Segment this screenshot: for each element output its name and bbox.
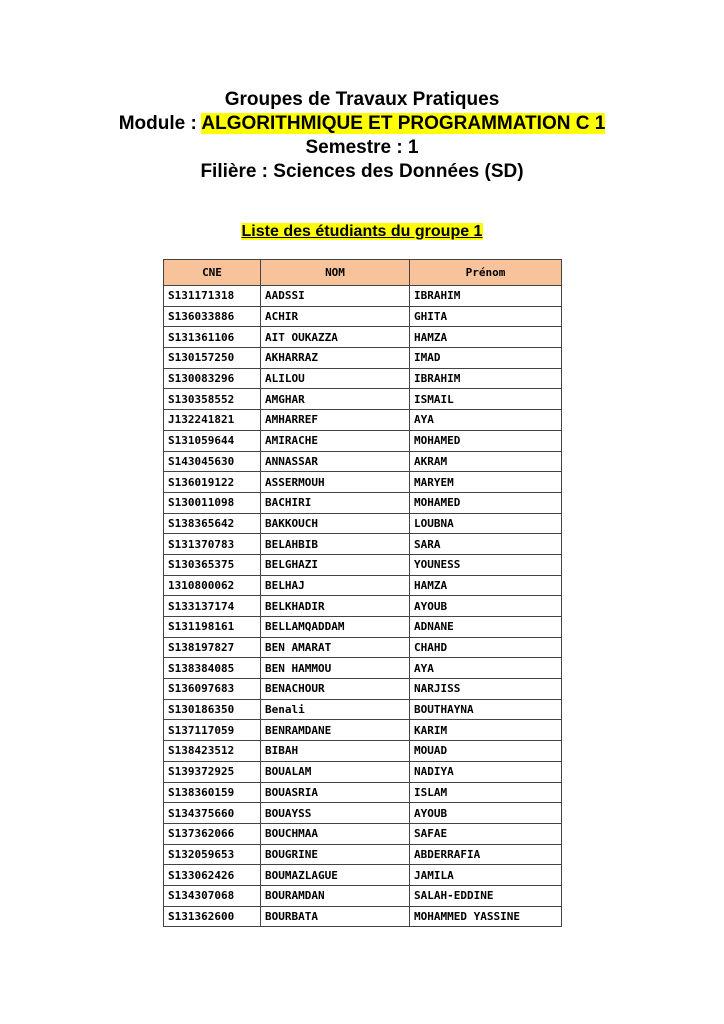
table-row (164, 368, 562, 389)
nom-cell: BEN HAMMOU (261, 658, 410, 679)
table-row (164, 761, 562, 782)
cne-cell: S130011098 (164, 492, 261, 513)
nom-cell: BELAHBIB (261, 534, 410, 555)
nom-cell: BOURBATA (261, 906, 410, 927)
table-header-row (164, 260, 562, 286)
cne-cell: S138384085 (164, 658, 261, 679)
prenom-cell: YOUNESS (410, 554, 562, 575)
prenom-cell: ADNANE (410, 617, 562, 638)
cne-cell: S131362600 (164, 906, 261, 927)
cne-cell: S130157250 (164, 348, 261, 369)
cne-cell: S138423512 (164, 741, 261, 762)
table-row (164, 451, 562, 472)
prenom-cell: HAMZA (410, 327, 562, 348)
table-row (164, 306, 562, 327)
prenom-cell: MOHAMMED YASSINE (410, 906, 562, 927)
table-row (164, 472, 562, 493)
nom-cell: BAKKOUCH (261, 513, 410, 534)
prenom-cell: IBRAHIM (410, 286, 562, 307)
cne-cell: S131361106 (164, 327, 261, 348)
cne-cell: S134375660 (164, 803, 261, 824)
table-row (164, 679, 562, 700)
cne-cell: S131059644 (164, 430, 261, 451)
table-row (164, 782, 562, 803)
module-line (0, 112, 724, 136)
nom-cell: BOURAMDAN (261, 885, 410, 906)
cne-cell: S132059653 (164, 844, 261, 865)
table-row (164, 885, 562, 906)
nom-cell: BOUCHMAA (261, 823, 410, 844)
prenom-cell: AKRAM (410, 451, 562, 472)
module-label: Module : (118, 113, 202, 134)
nom-cell: BOUGRINE (261, 844, 410, 865)
cne-cell: S130358552 (164, 389, 261, 410)
document-title: Groupes de Travaux Pratiques (224, 89, 500, 110)
nom-cell: BENRAMDANE (261, 720, 410, 741)
cne-cell: S131198161 (164, 617, 261, 638)
table-row (164, 865, 562, 886)
table-row (164, 720, 562, 741)
cne-cell: S143045630 (164, 451, 261, 472)
table-row (164, 803, 562, 824)
column-header-nom: NOM (261, 260, 410, 286)
table-row (164, 617, 562, 638)
table-row (164, 658, 562, 679)
cne-cell: S138365642 (164, 513, 261, 534)
cne-cell: S136019122 (164, 472, 261, 493)
table-row (164, 906, 562, 927)
semester-line: Semestre : 1 (305, 137, 419, 158)
column-header-prenom: Prénom (410, 260, 562, 286)
nom-cell: ACHIR (261, 306, 410, 327)
nom-cell: AIT OUKAZZA (261, 327, 410, 348)
cne-cell: S136097683 (164, 679, 261, 700)
prenom-cell: AYA (410, 658, 562, 679)
cne-cell: S138360159 (164, 782, 261, 803)
nom-cell: ALILOU (261, 368, 410, 389)
group-heading-text: Liste des étudiants du groupe 1 (241, 223, 483, 240)
nom-cell: BOUASRIA (261, 782, 410, 803)
cne-cell: S137362066 (164, 823, 261, 844)
table-row (164, 699, 562, 720)
nom-cell: BELGHAZI (261, 554, 410, 575)
table-row (164, 286, 562, 307)
prenom-cell: SAFAE (410, 823, 562, 844)
prenom-cell: NADIYA (410, 761, 562, 782)
table-row (164, 844, 562, 865)
table-row (164, 430, 562, 451)
prenom-cell: JAMILA (410, 865, 562, 886)
prenom-cell: SALAH-EDDINE (410, 885, 562, 906)
students-table-body (164, 286, 562, 927)
table-row (164, 637, 562, 658)
module-name: ALGORITHMIQUE ET PROGRAMMATION C 1 (201, 113, 606, 134)
prenom-cell: BOUTHAYNA (410, 699, 562, 720)
table-row (164, 513, 562, 534)
cne-cell: 1310800062 (164, 575, 261, 596)
document-header (0, 88, 724, 184)
nom-cell: BELHAJ (261, 575, 410, 596)
nom-cell: BELKHADIR (261, 596, 410, 617)
prenom-cell: AYOUB (410, 803, 562, 824)
cne-cell: S138197827 (164, 637, 261, 658)
prenom-cell: AYA (410, 410, 562, 431)
cne-cell: S136033886 (164, 306, 261, 327)
nom-cell: BENACHOUR (261, 679, 410, 700)
nom-cell: BOUMAZLAGUE (261, 865, 410, 886)
prenom-cell: LOUBNA (410, 513, 562, 534)
table-row (164, 554, 562, 575)
prenom-cell: IBRAHIM (410, 368, 562, 389)
prenom-cell: NARJISS (410, 679, 562, 700)
cne-cell: S133137174 (164, 596, 261, 617)
table-row (164, 741, 562, 762)
table-row (164, 389, 562, 410)
prenom-cell: HAMZA (410, 575, 562, 596)
cne-cell: S139372925 (164, 761, 261, 782)
nom-cell: BOUAYSS (261, 803, 410, 824)
table-row (164, 492, 562, 513)
prenom-cell: ABDERRAFIA (410, 844, 562, 865)
field-line: Filière : Sciences des Données (SD) (200, 161, 524, 182)
nom-cell: BACHIRI (261, 492, 410, 513)
table-row (164, 534, 562, 555)
cne-cell: S130083296 (164, 368, 261, 389)
cne-cell: S137117059 (164, 720, 261, 741)
prenom-cell: KARIM (410, 720, 562, 741)
prenom-cell: MOHAMED (410, 492, 562, 513)
cne-cell: S130186350 (164, 699, 261, 720)
table-row (164, 575, 562, 596)
nom-cell: AMGHAR (261, 389, 410, 410)
nom-cell: AKHARRAZ (261, 348, 410, 369)
nom-cell: BOUALAM (261, 761, 410, 782)
cne-cell: S134307068 (164, 885, 261, 906)
nom-cell: BELLAMQADDAM (261, 617, 410, 638)
nom-cell: AMHARREF (261, 410, 410, 431)
cne-cell: S130365375 (164, 554, 261, 575)
prenom-cell: AYOUB (410, 596, 562, 617)
table-row (164, 596, 562, 617)
table-row (164, 348, 562, 369)
nom-cell: AMIRACHE (261, 430, 410, 451)
column-header-cne: CNE (164, 260, 261, 286)
group-heading (0, 221, 724, 243)
prenom-cell: MARYEM (410, 472, 562, 493)
nom-cell: BEN AMARAT (261, 637, 410, 658)
prenom-cell: SARA (410, 534, 562, 555)
table-row (164, 327, 562, 348)
cne-cell: S131370783 (164, 534, 261, 555)
cne-cell: S131171318 (164, 286, 261, 307)
table-row (164, 823, 562, 844)
students-table (163, 259, 562, 927)
prenom-cell: IMAD (410, 348, 562, 369)
nom-cell: BIBAH (261, 741, 410, 762)
nom-cell: ANNASSAR (261, 451, 410, 472)
prenom-cell: MOHAMED (410, 430, 562, 451)
prenom-cell: CHAHD (410, 637, 562, 658)
prenom-cell: ISLAM (410, 782, 562, 803)
cne-cell: J132241821 (164, 410, 261, 431)
nom-cell: AADSSI (261, 286, 410, 307)
prenom-cell: ISMAIL (410, 389, 562, 410)
nom-cell: Benali (261, 699, 410, 720)
prenom-cell: MOUAD (410, 741, 562, 762)
prenom-cell: GHITA (410, 306, 562, 327)
table-row (164, 410, 562, 431)
cne-cell: S133062426 (164, 865, 261, 886)
nom-cell: ASSERMOUH (261, 472, 410, 493)
